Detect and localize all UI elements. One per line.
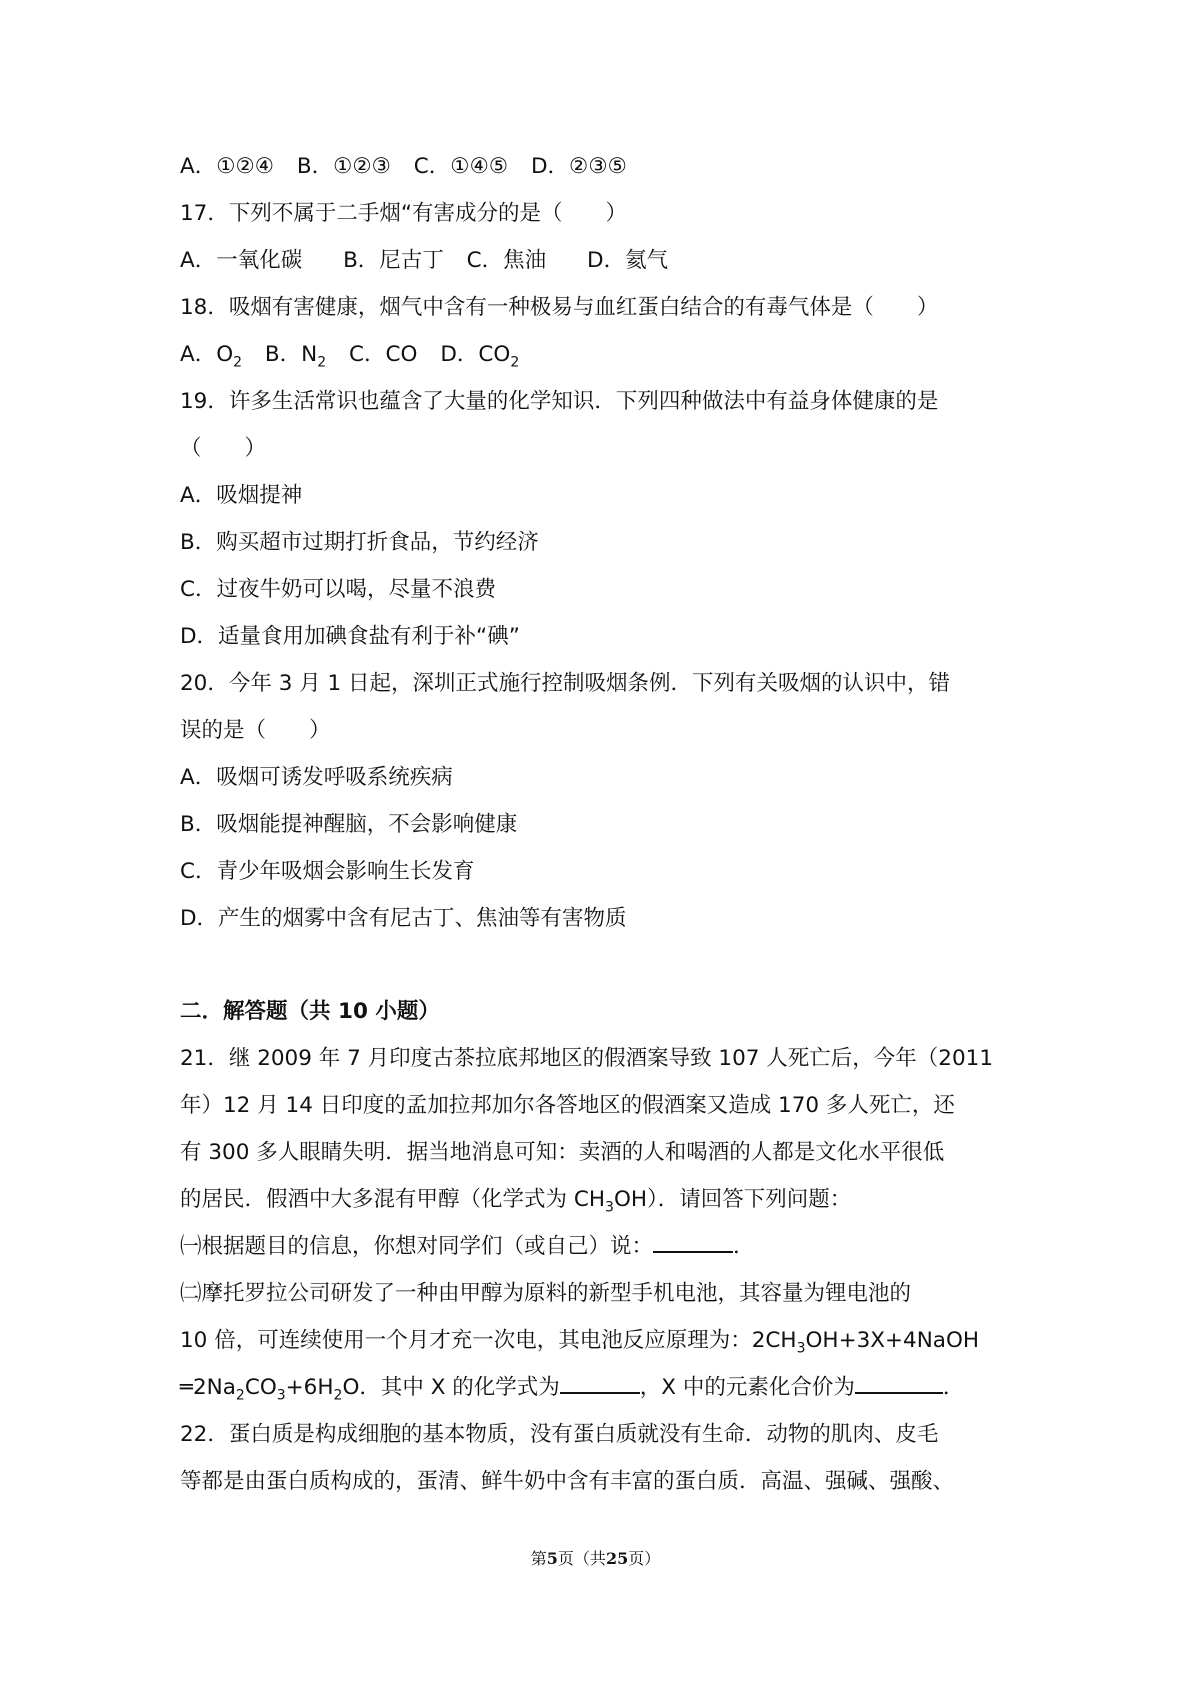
- q21-line1: 21．继 2009 年 7 月印度古茶拉底邦地区的假酒案导致 107 人死亡后，今年（2011: [180, 1046, 994, 1071]
- q18-option-d: [440, 331, 519, 378]
- q17-option-d: D．氦气: [587, 248, 669, 273]
- q18-options: [180, 331, 1020, 378]
- q21-eq-end: ．: [942, 1375, 965, 1400]
- q20-option-a: A．吸烟可诱发呼吸系统疾病: [180, 765, 453, 790]
- q20-option-d: D．产生的烟雾中含有尼古丁、焦油等有害物质: [180, 906, 627, 931]
- q21-part2-line2-post: OH+3X+4NaOH: [805, 1328, 980, 1353]
- q18-option-d-sub: 2: [510, 354, 520, 371]
- q16-option-c: C．①④⑤: [413, 154, 509, 179]
- footer-post: 页）: [628, 1549, 661, 1568]
- q19-stem-line2: （ ）: [180, 436, 267, 461]
- q17-option-c: C．焦油: [466, 248, 547, 273]
- q17-option-a: A．一氧化碳: [180, 248, 303, 273]
- footer-pre: 第: [530, 1549, 547, 1568]
- q18-option-a: [180, 331, 242, 378]
- q21-line4: [180, 1176, 1020, 1223]
- q21-line4-pre: 的居民．假酒中大多混有甲醇（化学式为 CH: [180, 1187, 606, 1212]
- q18-option-a-sub: 2: [233, 354, 243, 371]
- q21-line2: 年）12 月 14 日印度的孟加拉邦加尔各答地区的假酒案又造成 170 多人死亡，还: [180, 1093, 955, 1118]
- q21-line4-post: OH）．请回答下列问题：: [613, 1187, 852, 1212]
- q17-option-b: B．尼古丁: [343, 248, 444, 273]
- q21-eq-e: ，X 中的元素化合价为: [639, 1375, 855, 1400]
- q16-option-d: D．②③⑤: [530, 154, 627, 179]
- q18-option-b: [265, 331, 326, 378]
- q21-part1: [180, 1223, 1020, 1270]
- q18-stem: 18．吸烟有害健康，烟气中含有一种极易与血红蛋白结合的有毒气体是（ ）: [180, 295, 939, 320]
- q21-formula-blank[interactable]: [560, 1366, 640, 1394]
- q21-part1-end: ．: [733, 1234, 755, 1259]
- q21-line4-sub: 3: [605, 1199, 614, 1216]
- q21-part2-line2-sub: 3: [796, 1340, 806, 1357]
- q21-eq-sub1: 2: [235, 1387, 245, 1404]
- q21-part2-line2-pre: 10 倍，可连续使用一个月才充一次电，其电池反应原理为：2CH: [180, 1328, 797, 1353]
- q18-option-c: C．CO: [349, 342, 418, 367]
- q19-option-a: A．吸烟提神: [180, 483, 303, 508]
- q21-part1-blank[interactable]: [653, 1225, 733, 1253]
- q21-part1-text: ㈠根据题目的信息，你想对同学们（或自己）说：: [180, 1234, 654, 1259]
- q22-line1: 22．蛋白质是构成细胞的基本物质，没有蛋白质就没有生命．动物的肌肉、皮毛: [180, 1422, 939, 1447]
- q16-option-a: A．①②④: [180, 154, 275, 179]
- q21-part2-line1: ㈡摩托罗拉公司研发了一种由甲醇为原料的新型手机电池，其容量为锂电池的: [180, 1281, 912, 1306]
- q21-eq-sub2: 3: [276, 1387, 286, 1404]
- q18-option-d-text: D．CO: [440, 342, 511, 367]
- q18-option-b-sub: 2: [317, 354, 327, 371]
- footer-mid: 页（共: [557, 1549, 606, 1568]
- q17-stem: 17．下列不属于二手烟“有害成分的是（ ）: [180, 201, 627, 226]
- q21-eq-b: CO: [244, 1375, 277, 1400]
- q20-option-c: C．青少年吸烟会影响生长发育: [180, 859, 475, 884]
- q19-stem-line1: 19．许多生活常识也蕴含了大量的化学知识．下列四种做法中有益身体健康的是: [180, 389, 939, 414]
- q18-option-a-text: A．O: [180, 342, 234, 367]
- q20-stem-line2: 误的是（ ）: [180, 718, 331, 743]
- q21-part2-line3: [180, 1364, 1020, 1411]
- q20-stem-line1: 20．今年 3 月 1 日起，深圳正式施行控制吸烟条例．下列有关吸烟的认识中，错: [180, 671, 951, 696]
- q20-option-b: B．吸烟能提神醒脑，不会影响健康: [180, 812, 518, 837]
- q16-options: [180, 143, 1020, 190]
- q21-eq-c: +6H: [285, 1375, 334, 1400]
- q19-option-d: D．适量食用加碘食盐有利于补“碘”: [180, 624, 520, 649]
- q17-options: [180, 237, 1020, 284]
- q21-part2-line2: [180, 1317, 1020, 1364]
- footer-page-number: 5: [546, 1549, 558, 1568]
- page-footer: [0, 1546, 1191, 1569]
- q21-eq-sub3: 2: [333, 1387, 343, 1404]
- q21-valence-blank[interactable]: [855, 1366, 943, 1394]
- document-body: [180, 143, 1020, 1505]
- section-2-title: 二．解答题（共 10 小题）: [180, 999, 440, 1024]
- q19-option-b: B．购买超市过期打折食品，节约经济: [180, 530, 539, 555]
- q16-option-b: B．①②③: [296, 154, 391, 179]
- q18-option-b-text: B．N: [264, 342, 318, 367]
- footer-total-pages: 25: [605, 1549, 629, 1568]
- q21-line3: 有 300 多人眼睛失明．据当地消息可知：卖酒的人和喝酒的人都是文化水平很低: [180, 1140, 945, 1165]
- q21-eq-d: O．其中 X 的化学式为: [342, 1375, 560, 1400]
- q21-eq-a: ═2Na: [180, 1375, 236, 1400]
- q22-line2: 等都是由蛋白质构成的，蛋清、鲜牛奶中含有丰富的蛋白质．高温、强碱、强酸、: [180, 1469, 955, 1494]
- q19-option-c: C．过夜牛奶可以喝，尽量不浪费: [180, 577, 497, 602]
